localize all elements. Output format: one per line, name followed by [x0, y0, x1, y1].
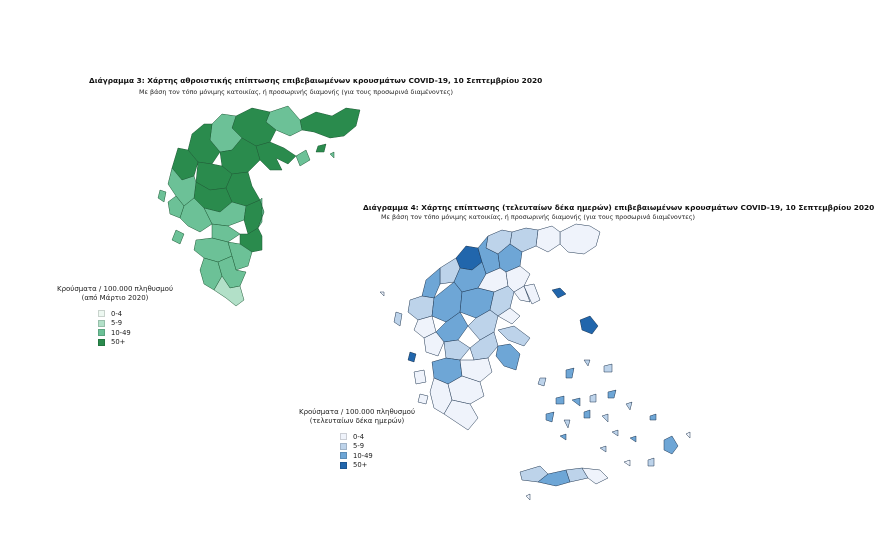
map2-island: [626, 402, 632, 410]
map1-legend-label: 10-49: [111, 328, 131, 337]
map2-island: [566, 368, 574, 378]
map2-region: [536, 226, 560, 252]
map1-legend-item: [98, 309, 180, 319]
map1-region: [256, 142, 296, 170]
map2-island: [608, 390, 616, 398]
map2-island: [560, 434, 566, 440]
map2-island: [556, 396, 564, 404]
map1-region: [300, 108, 360, 138]
map2-legend-swatch: [340, 433, 347, 440]
map2-region: [422, 268, 440, 298]
map2-legend-swatch: [340, 443, 347, 450]
map2-legend-swatch: [340, 462, 347, 469]
map2-region: [408, 352, 416, 362]
map2-title: Διάγραμμα 4: Χάρτης επίπτωσης (τελευταίων δέκα ημερών) επιβεβαιωμένων κρουσμάτων COVID-19, 10 Σεπτεμβρίου 2020: [363, 203, 874, 212]
map2-island: [612, 430, 618, 436]
map2-island: [564, 420, 570, 428]
map1-legend-swatch: [98, 320, 105, 327]
map2-island: [572, 398, 580, 406]
map2-legend-item: [340, 461, 422, 471]
map2-region: [498, 326, 530, 346]
map2-island: [600, 446, 606, 452]
map1-legend-label: 0-4: [111, 309, 123, 318]
map2-island: [650, 414, 656, 420]
map2-island: [604, 364, 612, 372]
map2-legend-item: [340, 451, 422, 461]
map2-region: [414, 370, 426, 384]
map1-legend-subtitle: (από Μάρτιο 2020): [81, 294, 149, 302]
map2-island: [624, 460, 630, 466]
map1-greece-regions: [158, 106, 360, 306]
map2-region: [496, 344, 520, 370]
map2-island: [546, 412, 554, 422]
map1-island: [316, 144, 326, 152]
map1-legend-item: [98, 338, 180, 348]
map2-legend-label: 0-4: [353, 432, 365, 441]
map1-region: [158, 190, 166, 202]
map2-legend-item: [340, 442, 422, 452]
map2-legend-subtitle: (τελευταίων δέκα ημερών): [309, 417, 405, 425]
map2-subtitle: Με βάση τον τόπο μόνιμης κατοικίας, ή προσωρινής διαμονής (για τους προσωρινά διαμένοντες): [381, 213, 695, 221]
map2-island: [526, 494, 530, 500]
map2-greece-regions: [394, 224, 608, 486]
map2-legend: [292, 408, 422, 470]
map1-legend-label: 5-9: [111, 319, 123, 328]
map1-subtitle: Με βάση τον τόπο μόνιμης κατοικίας, ή προσωρινής διαμονής (για τους προσωρινά διαμένοντες): [139, 88, 453, 96]
map2-legend-title: Κρούσματα / 100.000 πληθυσμού: [298, 408, 416, 416]
map2-island: [590, 394, 596, 402]
map2-legend-swatch: [340, 452, 347, 459]
map1-island: [330, 152, 334, 158]
map2-island: [538, 378, 546, 386]
map2-region: [444, 340, 470, 360]
map1-legend-item: [98, 328, 180, 338]
map2-region: [560, 224, 600, 254]
map2-region: [418, 394, 428, 404]
map2-island: [584, 410, 590, 418]
map1-region: [172, 230, 184, 244]
map2-island: [552, 288, 566, 298]
map2-legend-label: 10-49: [353, 451, 373, 460]
map1-legend-swatch: [98, 339, 105, 346]
map1-legend-item: [98, 319, 180, 329]
map2-island: [584, 360, 590, 366]
map1-legend-label: 50+: [111, 338, 126, 347]
map2-island: [580, 316, 598, 334]
map2-region: [394, 312, 402, 326]
map2-legend-label: 5-9: [353, 442, 365, 451]
map2-island: [648, 458, 654, 466]
map2-island: [664, 436, 678, 454]
map1-legend: [50, 285, 180, 347]
map2-legend-item: [340, 432, 422, 442]
map2-island: [630, 436, 636, 442]
map1-region: [296, 150, 310, 166]
map1-title: Διάγραμμα 3: Χάρτης αθροιστικής επίπτωσης επιβεβαιωμένων κρουσμάτων COVID-19, 10 Σεπτεμβρίου 2020: [89, 76, 543, 85]
map2-island: [380, 292, 384, 296]
map2-island: [686, 432, 690, 438]
map1-legend-swatch: [98, 329, 105, 336]
map2-legend-label: 50+: [353, 461, 368, 470]
map1-legend-title: Κρούσματα / 100.000 πληθυσμού: [56, 285, 174, 293]
map2-island: [602, 414, 608, 422]
map1-legend-swatch: [98, 310, 105, 317]
